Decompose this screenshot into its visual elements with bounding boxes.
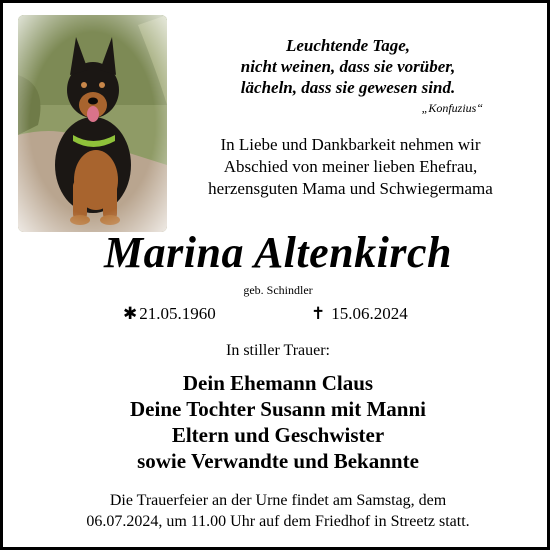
mourner-line: sowie Verwandte und Bekannte — [137, 449, 419, 473]
deceased-name: Marina Altenkirch — [104, 228, 452, 277]
mourners-list — [3, 370, 550, 474]
birth-date: 21.05.1960 — [139, 304, 216, 323]
farewell-line: herzensguten Mama und Schwiegermama — [208, 179, 493, 198]
birth-name: geb. Schindler — [243, 283, 313, 297]
birth-star-icon: ✱ — [123, 304, 138, 323]
life-dates — [3, 304, 550, 330]
mourner-line: Deine Tochter Susann mit Manni — [130, 397, 426, 421]
quote-author: „Konfuzius“ — [421, 101, 483, 115]
dog-photo — [18, 15, 167, 232]
quote-line: lächeln, dass sie gewesen sind. — [240, 78, 456, 97]
funeral-info-line: 06.07.2024, um 11.00 Uhr auf dem Friedhof in Streetz statt. — [86, 513, 470, 530]
dog-icon — [18, 15, 167, 232]
quote — [178, 35, 518, 98]
death-date: 15.06.2024 — [331, 304, 408, 323]
funeral-info — [3, 490, 550, 532]
quote-line: Leuchtende Tage, — [285, 36, 411, 55]
farewell-line: Abschied von meiner lieben Ehefrau, — [223, 157, 478, 176]
birth-date-group — [123, 304, 216, 324]
funeral-info-line: Die Trauerfeier an der Urne findet am Samstag, dem — [109, 492, 447, 509]
mourning-heading: In stiller Trauer: — [226, 342, 330, 359]
mourner-line: Dein Ehemann Claus — [182, 371, 374, 395]
death-date-group — [311, 304, 408, 324]
farewell-line: In Liebe und Dankbarkeit nehmen wir — [220, 135, 481, 154]
cross-icon: ✝ — [311, 304, 326, 323]
quote-line: nicht weinen, dass sie vorüber, — [240, 57, 456, 76]
farewell-text — [173, 134, 528, 200]
mourner-line: Eltern und Geschwister — [171, 423, 385, 447]
